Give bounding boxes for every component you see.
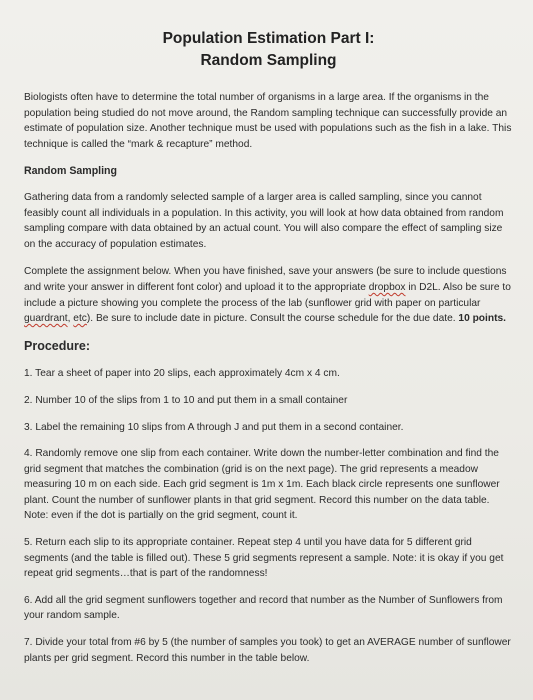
procedure-step: 5. Return each slip to its appropriate container. Repeat step 4 until you have data for 5 different grid segments (and the table is filled out). These 5 grid segments represent a sample. Note: it is okay if you get repeat grid segments…that is part of the randomness! xyxy=(24,537,504,580)
points-label: 10 points. xyxy=(458,313,506,325)
dropbox-word: dropbox xyxy=(368,281,406,293)
procedure-step: 7. Divide your total from #6 by 5 (the number of samples you took) to get an AVERAGE number of sunflower plants per grid segment. Record this number in the table below. xyxy=(24,637,511,664)
procedure-step: 4. Randomly remove one slip from each container. Write down the number-letter combination and find the grid segment that matches the combination (grid is on the next page). The grid represents a meadow measuring 10 m on each side. Each grid segment is 1m x 1m. Each black circle represents one sunflower plant. Count the number of sunflower plants in that grid segment. Record this number on the data table. Note: even if the dot is partially on the grid segment, count it. xyxy=(24,448,500,522)
procedure-step: 3. Label the remaining 10 slips from A through J and put them in a second container. xyxy=(24,421,404,433)
assignment-text-1: Complete the assignment below. When you have finished, save your answers (be sure to include questions and write your answer in different font color) and upload it to the appropriate xyxy=(24,266,507,293)
procedure-step: 1. Tear a sheet of paper into 20 slips, each approximately 4cm x 4 cm. xyxy=(24,368,340,380)
etc-word: etc xyxy=(73,313,87,325)
procedure-step: 2. Number 10 of the slips from 1 to 10 and put them in a small container xyxy=(24,394,348,406)
document-subtitle: Random Sampling xyxy=(200,52,337,69)
section-heading: Random Sampling xyxy=(24,165,117,178)
guardrant-word: guardrant xyxy=(24,313,68,325)
assignment-text-4: ). Be sure to include date in picture. Consult the course schedule for the due date. xyxy=(86,313,459,325)
section-paragraph: Gathering data from a randomly selected sample of a larger area is called sampling, since you cannot feasibly count all individuals in a population. In this activity, you will look at how data obtained from random sampling compare with data obtained by an actual count. You will also compare the effect of sampling size on the accuracy of population estimates. xyxy=(24,191,504,250)
procedure-step: 6. Add all the grid segment sunflowers together and record that number as the Number of Sunflowers from your random sample. xyxy=(24,594,503,622)
assignment-text-3: , xyxy=(67,313,74,325)
intro-paragraph: Biologists often have to determine the total number of organisms in a large area. If the organisms in the population being studied do not move around, the Random sampling technique can successfully provide an estimate of population size. Another technique must be used with populations such as the fish in a lake. This technique is called the “mark & recapture” method. xyxy=(24,92,512,150)
assignment-text-2: in D2L. Also be sure to include a picture showing you complete the process of the lab (sunflower grid with paper on particular xyxy=(24,281,511,309)
assignment-paragraph xyxy=(24,264,513,326)
document-title: Population Estimation Part I: xyxy=(162,30,375,47)
procedure-steps xyxy=(24,366,513,666)
procedure-heading: Procedure: xyxy=(24,338,90,353)
